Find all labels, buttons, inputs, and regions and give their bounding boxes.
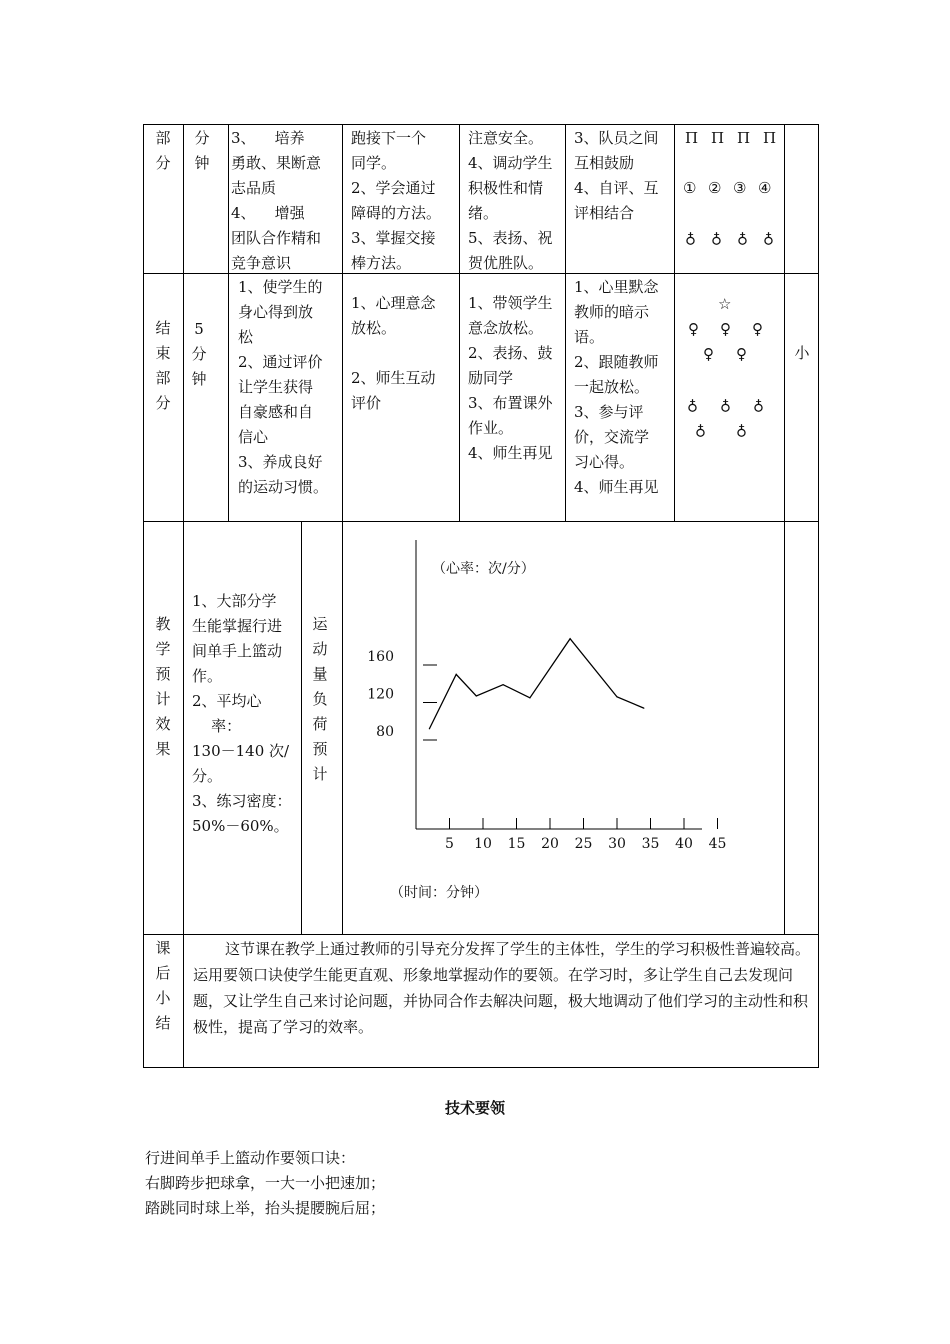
- row4-summary: 这节课在教学上通过教师的引导充分发挥了学生的主体性，学生的学习积极性普遍较高。运用要领口诀使学生能更直观、形象地掌握动作的要领。在学习时，多让学生自己去发现问题，又让学生自己来讨论问题，并协同合作去解决问题，极大地调动了他们学习的主动性和积极性，提高了学习的效率。: [193, 940, 811, 1036]
- row3-load-label: 运 动 量 负 荷 预 计: [312, 615, 328, 783]
- table-border-top: [143, 124, 819, 125]
- row2-student-activity: 1、心里默念 教师的暗示 语。 2、跟随教师 一起放松。 3、参与评 价，交流学 习心得。 4、师生再见: [574, 278, 659, 496]
- female-student-icon: ♀: [703, 345, 714, 363]
- chart-title: （心率：次/分）: [432, 561, 535, 577]
- data-point: [476, 695, 477, 696]
- x-tick-label: 10: [474, 836, 492, 852]
- row2-last-column: 小: [794, 344, 810, 362]
- data-point: [503, 684, 504, 685]
- row3-expected-results: 1、大部分学 生能掌握行进 间单手上篮动 作。 2、平均心 率： 130－140 次/ 分。 3、练习密度： 50%－60%。: [192, 592, 292, 835]
- x-tick-label: 5: [445, 836, 454, 852]
- table-border-left: [143, 124, 144, 1068]
- female-student-icon: ♀: [736, 345, 747, 363]
- row1-student-activity: 3、队员之间 互相鼓励 4、自评、互 评相结合: [574, 129, 659, 222]
- row3-section-label: 教 学 预 计 效 果: [155, 615, 171, 758]
- heart-rate-line: [429, 639, 643, 729]
- col-divider-5: [565, 124, 566, 522]
- female-student-icon: ♀: [752, 320, 763, 338]
- student-icon: ♁: [763, 229, 774, 247]
- row1-teacher-activity: 注意安全。 4、调动学生 积极性和情 绪。 5、表扬、祝 贺优胜队。: [468, 129, 553, 272]
- row1-section-label: 部 分: [155, 129, 171, 172]
- mnemonic-line-2: 踏跳同时球上举，抬头提腰腕后屈；: [145, 1199, 386, 1217]
- student-icon: ♁: [687, 396, 698, 414]
- table-border-right: [818, 124, 819, 1068]
- col-divider-6: [674, 124, 675, 522]
- data-point: [456, 674, 457, 675]
- row2-section-label: 结 束 部 分: [155, 319, 171, 412]
- student-icon: ♁: [737, 229, 748, 247]
- student-icon: ♁: [720, 396, 731, 414]
- data-point: [529, 697, 530, 698]
- x-tick-label: 25: [574, 836, 593, 852]
- number-2-icon: ②: [708, 179, 722, 197]
- y-tick-label: 80: [376, 724, 394, 740]
- row1-content: 跑接下一个 同学。 2、学会通过 障碍的方法。 3、掌握交接 棒方法。: [351, 129, 442, 272]
- x-axis-label: （时间：分钟）: [390, 885, 488, 901]
- student-icon: ♁: [685, 229, 696, 247]
- x-tick-label: 15: [507, 836, 526, 852]
- hurdle-icon: П: [737, 129, 751, 147]
- number-1-icon: ①: [683, 179, 697, 197]
- row1-objectives: 3、 培养 勇敢、果断意 志品质 4、 增强 团队合作精和 竞争意识: [231, 129, 322, 272]
- table-border-bottom: [143, 1067, 819, 1068]
- row-divider-3: [143, 934, 819, 935]
- row2-content: 1、心理意念 放松。 2、师生互动 评价: [351, 294, 436, 412]
- student-icon: ♁: [695, 421, 706, 439]
- row2-teacher-activity: 1、带领学生 意念放松。 2、表扬、鼓 励同学 3、布置课外 作业。 4、师生再见: [468, 294, 553, 462]
- student-icon: ♁: [736, 421, 747, 439]
- x-tick-label: 35: [641, 836, 660, 852]
- number-3-icon: ③: [733, 179, 747, 197]
- female-student-icon: ♀: [688, 320, 699, 338]
- data-point: [570, 638, 571, 639]
- number-4-icon: ④: [758, 179, 772, 197]
- data-point: [616, 696, 617, 697]
- x-tick-label: 45: [708, 836, 727, 852]
- hurdle-icon: П: [685, 129, 699, 147]
- col-divider-1: [183, 124, 184, 1068]
- section-title: 技术要领: [444, 1099, 505, 1117]
- x-tick-label: 30: [608, 836, 626, 852]
- col-divider-load: [301, 521, 302, 935]
- row2-objectives: 1、使学生的 身心得到放 松 2、通过评价 让学生获得 自豪感和自 信心 3、养成良好 的运动习惯。: [238, 278, 329, 496]
- row2-time: 5 分 钟: [191, 320, 207, 388]
- mnemonic-intro: 行进间单手上篮动作要领口诀：: [145, 1149, 356, 1167]
- x-tick-label: 20: [541, 836, 559, 852]
- y-tick-label: 120: [367, 686, 394, 703]
- y-tick-label: 160: [367, 649, 394, 665]
- row1-time: 分 钟: [194, 129, 210, 172]
- hurdle-icon: П: [763, 129, 777, 147]
- mnemonic-line-1: 右脚跨步把球拿，一大一小把速加；: [145, 1174, 386, 1192]
- hurdle-icon: П: [711, 129, 725, 147]
- x-tick-label: 40: [675, 836, 693, 852]
- female-student-icon: ♀: [720, 320, 731, 338]
- student-icon: ♁: [711, 229, 722, 247]
- col-divider-2: [228, 124, 229, 522]
- teacher-star-icon: ☆: [718, 295, 732, 313]
- row4-section-label: 课 后 小 结: [155, 939, 171, 1032]
- col-divider-4: [459, 124, 460, 522]
- col-divider-7: [784, 124, 785, 935]
- student-icon: ♁: [753, 396, 764, 414]
- data-point: [643, 708, 644, 709]
- heart-rate-chart: [342, 522, 784, 934]
- data-point: [429, 728, 430, 729]
